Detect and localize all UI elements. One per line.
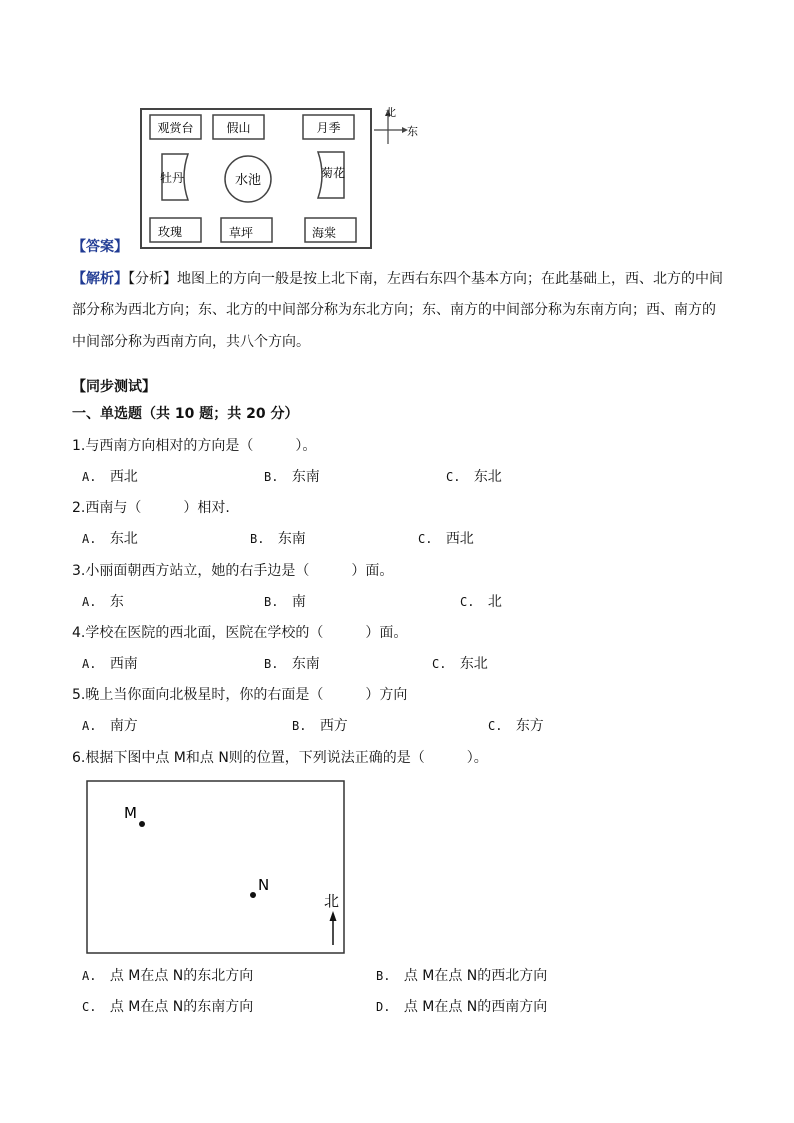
q1-option-a[interactable]: A. 西北 — [82, 469, 138, 485]
mn-position-figure — [86, 780, 348, 956]
garden-map-figure — [136, 100, 426, 252]
analysis-line-1 — [72, 270, 723, 288]
q6-option-d[interactable]: D. 点 M在点 N的西南方向 — [376, 999, 548, 1015]
q5-option-c[interactable]: C. 东方 — [488, 718, 544, 734]
q3-option-a[interactable]: A. 东 — [82, 594, 124, 610]
q2-option-a[interactable]: A. 东北 — [82, 531, 138, 547]
sync-test-heading: 【同步测试】 — [72, 379, 156, 395]
question-4-stem: 4.学校在医院的西北面，医院在学校的（ ）面。 — [72, 625, 408, 641]
section-heading: 一、单选题（共 10 题；共 20 分） — [72, 406, 299, 422]
analysis-text-1: 【分析】地图上的方向一般是按上北下南，左西右东四个基本方向；在此基础上，西、北方的中间 — [128, 271, 723, 287]
cell-label-7: 玫瑰 — [157, 225, 183, 239]
answer-label: 【答案】 — [72, 239, 128, 255]
cell-label-5: 水池 — [234, 173, 262, 188]
analysis-line-2: 部分称为西北方向；东、北方的中间部分称为东北方向；东、南方的中间部分称为东南方向；西、南方的 — [72, 302, 716, 318]
mn-north-label: 北 — [324, 892, 340, 910]
question-3-stem: 3.小丽面朝西方站立，她的右手边是（ ）面。 — [72, 563, 394, 579]
compass-east-label: 东 — [407, 125, 418, 138]
cell-label-4: 牡丹 — [159, 171, 185, 185]
q6-option-a[interactable]: A. 点 M在点 N的东北方向 — [82, 968, 254, 984]
q3-option-b[interactable]: B. 南 — [264, 594, 306, 610]
q3-option-c[interactable]: C. 北 — [460, 594, 502, 610]
cell-label-6: 菊花 — [320, 166, 346, 180]
compass-north-label: 北 — [385, 106, 396, 119]
cell-label-2: 假山 — [226, 121, 251, 135]
question-5-stem: 5.晚上当你面向北极星时，你的右面是（ ）方向 — [72, 687, 408, 703]
q4-option-b[interactable]: B. 东南 — [264, 656, 320, 672]
cell-label-1: 观赏台 — [157, 121, 194, 135]
point-m-dot — [139, 821, 145, 827]
cell-label-9: 海棠 — [311, 226, 337, 240]
point-n-label: N — [258, 876, 270, 894]
question-1-stem: 1.与西南方向相对的方向是（ ）。 — [72, 438, 317, 454]
analysis-line-3: 中间部分称为西南方向，共八个方向。 — [72, 334, 310, 350]
q4-option-a[interactable]: A. 西南 — [82, 656, 138, 672]
q5-option-b[interactable]: B. 西方 — [292, 718, 348, 734]
q2-option-c[interactable]: C. 西北 — [418, 531, 474, 547]
question-2-stem: 2.西南与（ ）相对. — [72, 500, 230, 516]
north-arrow-icon — [330, 911, 337, 945]
q5-option-a[interactable]: A. 南方 — [82, 718, 138, 734]
cell-label-8: 草坪 — [228, 226, 254, 240]
q1-option-c[interactable]: C. 东北 — [446, 469, 502, 485]
cell-label-3: 月季 — [316, 121, 341, 135]
q6-option-c[interactable]: C. 点 M在点 N的东南方向 — [82, 999, 254, 1015]
point-n-dot — [250, 892, 256, 898]
analysis-label: 【解析】 — [72, 271, 128, 287]
question-6-stem: 6.根据下图中点 M和点 N则的位置，下列说法正确的是（ ）。 — [72, 750, 488, 766]
q2-option-b[interactable]: B. 东南 — [250, 531, 306, 547]
point-m-label: M — [124, 804, 137, 822]
q6-option-b[interactable]: B. 点 M在点 N的西北方向 — [376, 968, 548, 984]
q1-option-b[interactable]: B. 东南 — [264, 469, 320, 485]
q4-option-c[interactable]: C. 东北 — [432, 656, 488, 672]
